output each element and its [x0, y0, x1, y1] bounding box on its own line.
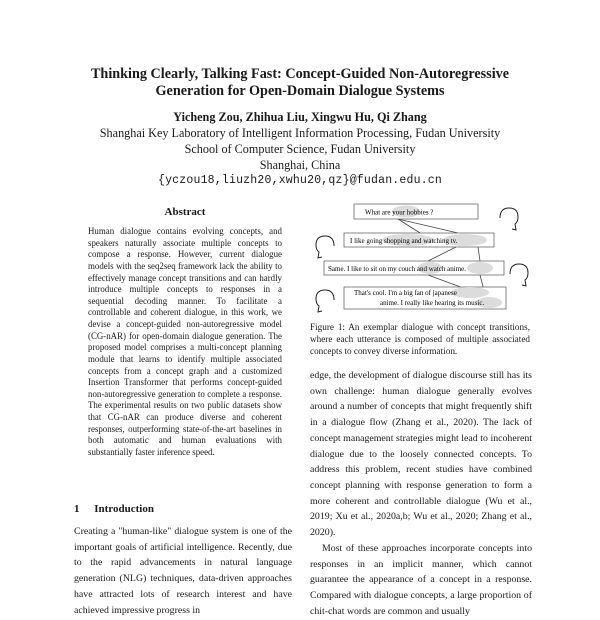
author-emails: {yczou18,liuzh20,xwhu20,qz}@fudan.edu.cn — [157, 174, 443, 187]
section-title: Introduction — [94, 503, 154, 515]
affiliation-lab: Shanghai Key Laboratory of Intelligent Information Processing, Fudan University — [99, 126, 501, 140]
utterance-text-3: Same. I like to sit on my couch and watch anime. — [328, 265, 467, 273]
affiliation-city: Shanghai, China — [259, 158, 341, 172]
speaker-b-head-icon — [316, 236, 334, 258]
speaker-b-head-icon-2 — [316, 290, 334, 312]
arrow-hobbies-shopping — [398, 219, 420, 233]
dialogue-figure — [310, 196, 536, 316]
arrow-hobbies-tv — [398, 219, 458, 233]
paper-title — [40, 66, 560, 100]
figure-caption: Figure 1: An exemplar dialogue with concept transitions, where each utterance is composed of multiple associated concepts to convey diverse information. — [310, 322, 530, 356]
concept-transition-arrows — [398, 219, 486, 298]
title-line-1: Thinking Clearly, Talking Fast: Concept-Guided Non-Autoregressive — [90, 66, 510, 82]
speaker-a-head-icon — [500, 208, 518, 230]
dialogue-diagram — [310, 196, 536, 316]
arrow-tv-anime — [478, 247, 480, 261]
utterance-text-2: I like going shopping and watching tv. — [350, 237, 458, 245]
arrow-tv-couch — [428, 247, 456, 261]
abstract-heading: Abstract — [164, 206, 206, 218]
section-number: 1 — [74, 503, 80, 515]
speaker-a-head-icon-2 — [510, 264, 528, 286]
title-line-2: Generation for Open-Domain Dialogue Systems — [155, 83, 445, 99]
section-heading-introduction — [74, 503, 154, 515]
right-column-paragraph-2: Most of these approaches incorporate concepts into responses in an implicit manner, which cannot guarantee the appearance of a concept in a response. Compared with dialogue concepts, a large proportion of chit-chat words are common and usually — [310, 543, 532, 617]
utterance-text-4b: anime. I really like hearing its music. — [380, 299, 485, 307]
right-column-paragraph-1: edge, the development of dialogue discourse still has its own challenge: human dialogue generally evolves around a number of concepts that might frequently shift in a dialogue flow (Zhang et al., 2020). The lack of concept management strategies might lead to incoherent dialogue due to the loosely connected concepts. To address this problem, recent studies have combined concept planning with response generation to form a more coherent and controllable dialogue (Wu et al., 2019; Xu et al., 2020a,b; Wu et al., 2020; Zhang et al., 2020). — [310, 370, 532, 539]
introduction-text: Creating a "human-like" dialogue system is one of the important goals of artificial intelligence. Recently, due to the rapid advancements in natural language generation (NLG) techniques, data-driven approaches have attracted lots of research interest and have achieved impressive progress in — [74, 526, 292, 616]
concept-highlight-anime — [467, 262, 493, 274]
utterance-text-4a: That's cool. I'm a big fan of japanese — [354, 289, 457, 297]
affiliation-school: School of Computer Science, Fudan University — [184, 142, 416, 156]
abstract-text: Human dialogue contains evolving concepts, and speakers naturally associate multiple concepts to compose a response. However, current dialogue models with the seq2seq framework lack the ability to effectively manage concept transitions and can hardly introduce multiple concepts to responses in a sequential decoding manner. To facilitate a controllable and coherent dialogue, in this work, we devise a concept-guided non-autoregressive model (CG-nAR) for open-domain dialogue generation. The proposed model comprises a multi-concept planning module that learns to identify multiple associated concepts from a concept graph and a customized Insertion Transformer that performs concept-guided non-autoregressive generation to complete a response. The experimental results on two public datasets show that CG-nAR can produce diverse and coherent responses, outperforming state-of-the-art baselines in both automatic and human evaluations with substantially faster inference speed. — [88, 226, 282, 457]
utterance-text-1: What are your hobbies ? — [365, 208, 434, 217]
author-list: Yicheng Zou, Zhihua Liu, Xingwu Hu, Qi Zhang — [173, 110, 427, 124]
